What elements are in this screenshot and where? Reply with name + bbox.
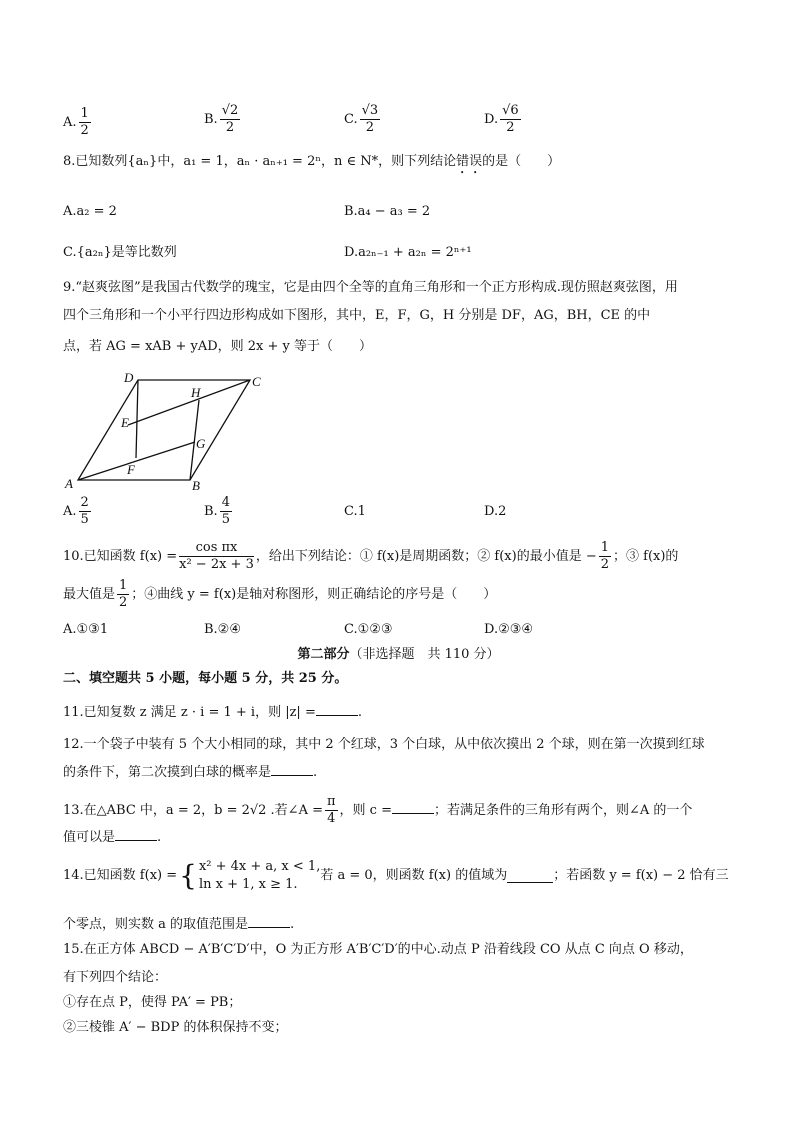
q15-item-2: ②三棱锥 A′ − BDP 的体积保持不变； [63, 1020, 288, 1035]
section2-title: 二、填空题共 5 小题，每小题 5 分，共 25 分。 [63, 671, 348, 686]
q7-option-c: C. $\frac{√3}{2}$ [344, 103, 379, 135]
q9-option-c: C.1 [344, 504, 366, 519]
outer-parallelogram [78, 380, 250, 480]
q14-cases: x² + 4x + a, x < 1, ln x + 1, x ≥ 1. [198, 859, 321, 892]
q9-line-2: 四个三角形和一个小平行四边形构成如下图形，其中，E，F，G，H 分别是 DF，AG，BH，CE 的中 [63, 308, 651, 323]
part2-heading [63, 645, 734, 665]
q8-stem: 8.已知数列{aₙ}中，a₁ = 1，aₙ · aₙ₊₁ = 2ⁿ，n ∈ N*，则下列结论错误的是（ ） [63, 154, 561, 169]
q13-line-1: 13.在△ABC 中，a = 2，b = 2√2 .若∠A = $\frac{\pi}{4}$ ，则 c = ；若满足条件的三角形有两个，则∠A 的一个 [63, 794, 693, 826]
label-d: D [124, 370, 134, 385]
q10-option-c: C.①②③ [344, 622, 393, 637]
figure-svg [64, 370, 274, 492]
label-c: C [252, 374, 261, 389]
part2-title: 第二部分 [297, 647, 350, 662]
q9-option-d: D.2 [484, 504, 507, 519]
label-h: H [191, 385, 201, 400]
label-g: G [196, 436, 206, 451]
q14-answer-blank-2[interactable] [248, 914, 290, 928]
q15-item-1: ①存在点 P，使得 PA′ = PB； [63, 995, 242, 1010]
q13-answer-blank-1[interactable] [392, 800, 434, 814]
q12-line-1: 12.一个袋子中装有 5 个大小相同的球，其中 2 个红球，3 个白球，从中依次摸出 2 个球，则在第一次摸到红球 [63, 737, 705, 752]
q8-emphasis: 错误 [456, 154, 483, 169]
segment-df [136, 380, 138, 458]
q11: 11.已知复数 z 满足 z · i = 1 + i，则 |z| = . [63, 702, 734, 723]
q10-option-a: A.①③1 [63, 622, 109, 637]
q9-line-1: 9.“赵爽弦图”是我国古代数学的瑰宝，它是由四个全等的直角三角形和一个正方形构成.现仿照赵爽弦图，用 [63, 280, 678, 295]
label-f: F [127, 462, 135, 477]
q10-line-2: 最大值是 $\frac{1}{2}$ ；④曲线 y = f(x)是轴对称图形，则正确结论的序号是（ ） [63, 578, 497, 610]
q9-line-3: 点，若 AG = xAB + yAD，则 2x + y 等于（ ） [63, 339, 373, 354]
q12-line-2: 的条件下，第二次摸到白球的概率是 . [63, 762, 734, 783]
q7-option-d: D. $\frac{√6}{2}$ [484, 103, 519, 135]
label-e: E [121, 415, 129, 430]
q13-answer-blank-2[interactable] [115, 827, 157, 841]
q8-option-a: A.a₂ = 2 [63, 204, 117, 219]
q15-line-1: 15.在正方体 ABCD − A′B′C′D′中，O 为正方形 A′B′C′D′的中心.动点 P 沿着线段 CO 从点 C 向点 O 移动， [63, 942, 693, 957]
q10-option-b: B.②④ [204, 622, 241, 637]
q7-option-a: A. $\frac{1}{2}$ [63, 106, 89, 138]
q10-option-d: D.②③④ [484, 622, 534, 637]
label-b: B [192, 478, 200, 492]
q8-option-b: B.a₄ − a₃ = 2 [344, 204, 431, 219]
q8-option-c: C.{a₂ₙ}是等比数列 [63, 245, 177, 260]
q14-line-2: 个零点，则实数 a 的取值范围是 . [63, 914, 734, 935]
q9-option-a: A. $\frac{2}{5}$ [63, 495, 89, 527]
q14-line-1: 14.已知函数 f(x) ={ x² + 4x + a, x < 1, ln x + 1, x ≥ 1. 若 a = 0，则函数 f(x) 的值域为 ；若函数 y = f(x) − 2 恰有三 [63, 856, 734, 900]
q8-option-d: D.a₂ₙ₋₁ + a₂ₙ = 2ⁿ⁺¹ [344, 245, 472, 260]
q14-brace: { [179, 859, 197, 892]
q7-option-b: B. $\frac{√2}{2}$ [204, 103, 239, 135]
zhao-shuang-figure [64, 370, 274, 492]
q9-option-b: B. $\frac{4}{5}$ [204, 495, 230, 527]
q13-line-2: 值可以是 . [63, 827, 734, 848]
label-a: A [65, 476, 73, 491]
q14-answer-blank-1[interactable] [507, 869, 553, 883]
q15-line-2: 有下列四个结论： [63, 970, 168, 985]
q10-line-1: 10.已知函数 f(x) = $\frac{\text{cos πx}}{\text{x² − 2x + 3}}$ ，给出下列结论：① f(x)是周期函数；② f(x)的最小值是 − $\frac{1}{2}$ ；③ f(x)的 [63, 540, 679, 572]
segment-ce [128, 380, 250, 425]
q11-answer-blank[interactable] [316, 702, 358, 716]
part2-subtitle: （非选择题 共 110 分） [349, 647, 500, 662]
q12-answer-blank[interactable] [271, 762, 313, 776]
